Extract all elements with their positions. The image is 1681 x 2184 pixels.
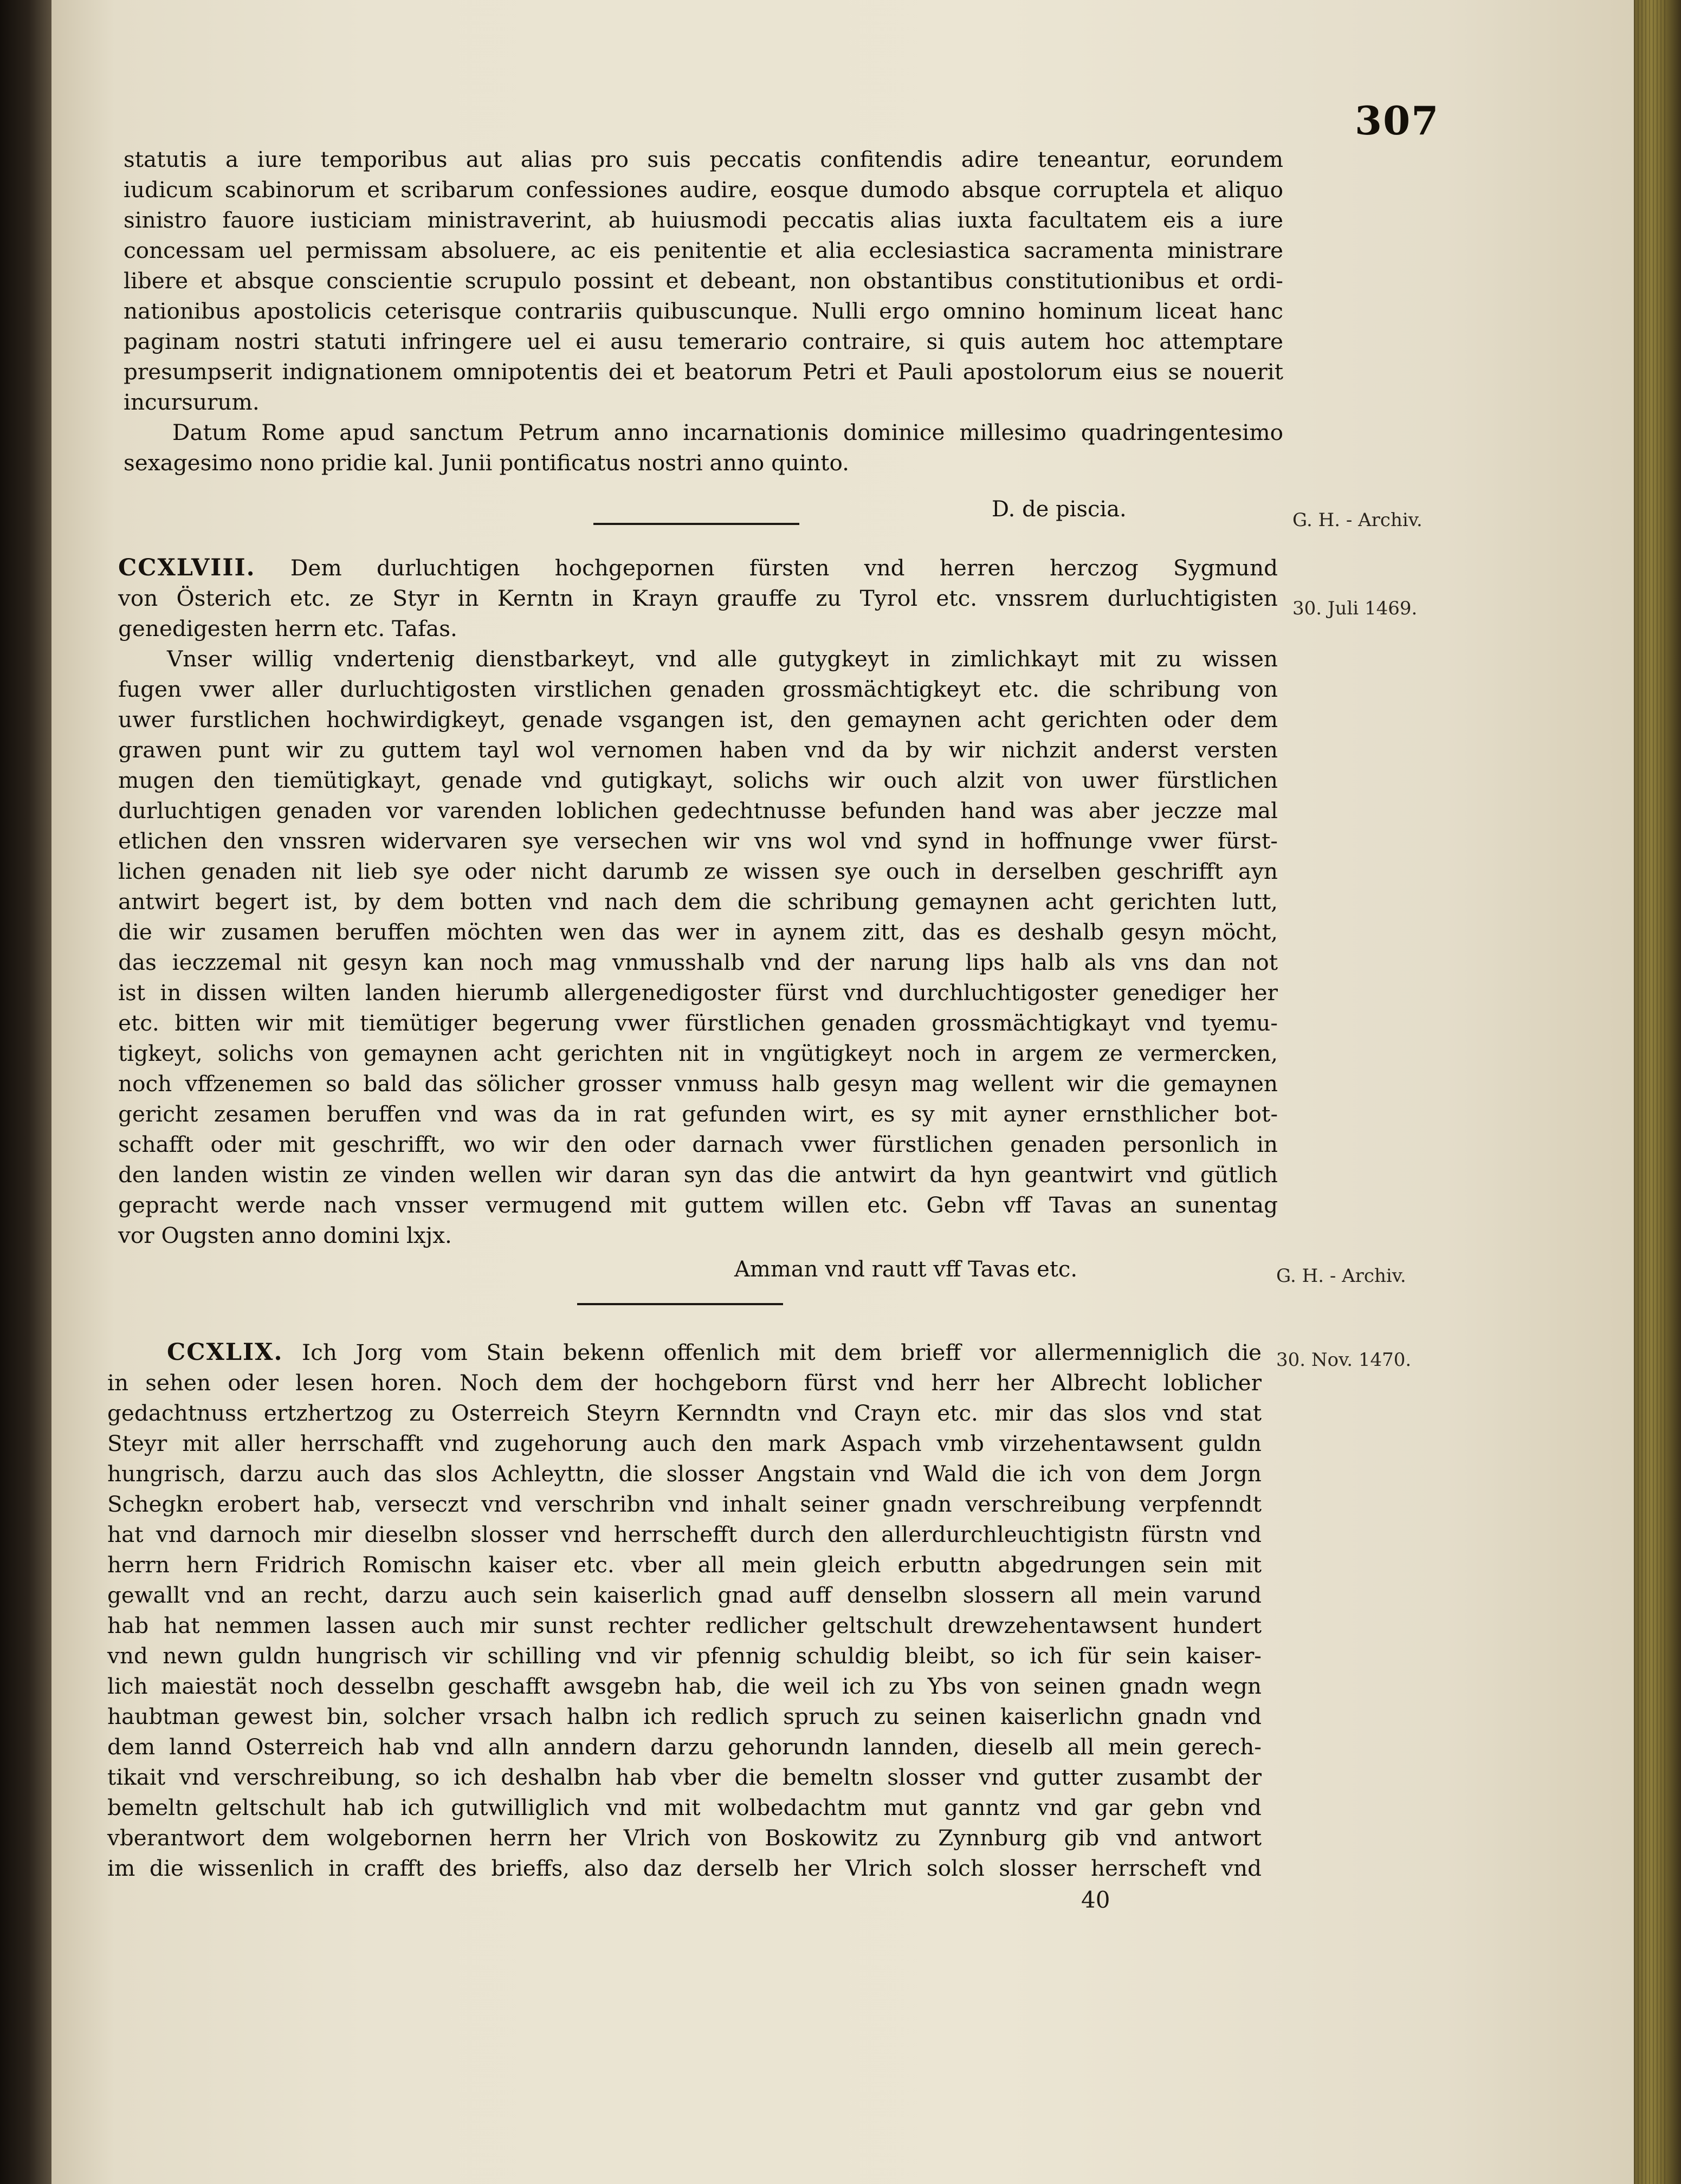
- text-line: Vnser willig vndertenig dienstbarkeyt, vnd alle gutygkeyt in zimlichkayt mit zu wissen: [167, 646, 1278, 672]
- text-line: gepracht werde nach vnsser vermugend mit guttem willen etc. Gebn vff Tavas an sunentag: [118, 1192, 1278, 1218]
- text-line: etc. bitten wir mit tiemütiger begerung vwer fürstlichen genaden grossmächtigkayt vnd tyemu-: [118, 1010, 1278, 1036]
- doc-heading-line: [118, 553, 1278, 583]
- text-line: concessam uel permissam absoluere, ac eis penitentie et alia ecclesiastica sacramenta ministrare: [124, 237, 1283, 263]
- text-line: durluchtigen genaden vor varenden loblichen gedechtnusse befunden hand was aber jeczze mal: [118, 798, 1278, 824]
- text-line: lich maiestät noch desselbn geschafft awsgebn hab, die weil ich zu Ybs von seinen gnadn wegn: [107, 1673, 1262, 1699]
- doc-number: CCXLVIII.: [118, 554, 256, 581]
- text-line: tigkeyt, solichs von gemaynen acht gerichten nit in vngütigkeyt noch in argem ze vermercken,: [118, 1040, 1278, 1066]
- text-line: mugen den tiemütigkayt, genade vnd gutigkayt, solichs wir ouch alzit von uwer fürstlichen: [118, 767, 1278, 793]
- text-line: grawen punt wir zu guttem tayl wol vernomen haben vnd da by wir nichzit anderst versten: [118, 737, 1278, 763]
- margin-source-note: G. H. - Archiv.: [1292, 509, 1423, 531]
- text-line: haubtman gewest bin, solcher vrsach halbn ich redlich spruch zu seinen kaiserlichn gnadn vnd: [107, 1703, 1262, 1729]
- text-line: hungrisch, darzu auch das slos Achleyttn, die slosser Angstain vnd Wald die ich von dem Jorgn: [107, 1461, 1262, 1487]
- text-line: noch vffzenemen so bald das sölicher grosser vnmuss halb gesyn mag wellent wir die gemaynen: [118, 1071, 1278, 1097]
- text-line: schafft oder mit geschrifft, wo wir den oder darnach vwer fürstlichen genaden personlich in: [118, 1131, 1278, 1157]
- text-line: von Österich etc. ze Styr in Kerntn in Krayn grauffe zu Tyrol etc. vnssrem durluchtigisten: [118, 585, 1278, 611]
- text-line: herrn hern Fridrich Romischn kaiser etc. vber all mein gleich erbuttn abgedrungen sein mit: [107, 1552, 1262, 1578]
- text-line: in sehen oder lesen horen. Noch dem der hochgeborn fürst vnd herr her Albrecht loblicher: [107, 1370, 1262, 1396]
- latin-signature: D. de piscia.: [992, 497, 1127, 522]
- doc-heading-line: [107, 1337, 1262, 1368]
- text-line: sinistro fauore iusticiam ministraverint, ab huiusmodi peccatis alias iuxta facultatem eis a iure: [124, 207, 1283, 233]
- doc-heading-text: Dem durluchtigen hochgepornen fürsten vnd herren herczog Sygmund: [290, 555, 1278, 581]
- text-line: fugen vwer aller durluchtigosten virstlichen genaden grossmächtigkeyt etc. die schribung von: [118, 676, 1278, 702]
- doc-date: 30. Nov. 1470.: [1276, 1349, 1412, 1371]
- text-line: libere et absque conscientie scrupulo possint et debeant, non obstantibus constitutionibus et ordi-: [124, 268, 1283, 294]
- text-line: hab hat nemmen lassen auch mir sunst rechter redlicher geltschult drewzehentawsent hundert: [107, 1612, 1262, 1638]
- text-line: nationibus apostolicis ceterisque contrariis quibuscunque. Nulli ergo omnino hominum liceat hanc: [124, 298, 1283, 324]
- text-line: vberantwort dem wolgebornen herrn her Vlrich von Boskowitz zu Zynnburg gib vnd antwort: [107, 1825, 1262, 1851]
- text-line: hat vnd darnoch mir dieselbn slosser vnd herrschefft durch den allerdurchleuchtigistn fürstn vnd: [107, 1521, 1262, 1547]
- text-line: etlichen den vnssren widervaren sye versechen wir vns wol vnd synd in hoffnunge vwer fürst-: [118, 828, 1278, 854]
- doc-heading-text: Ich Jorg vom Stain bekenn offenlich mit dem brieff vor allermenniglich die: [302, 1339, 1262, 1365]
- text-line: vor Ougsten anno domini lxjx.: [118, 1222, 452, 1248]
- text-line: incursurum.: [124, 389, 260, 415]
- text-line: gewallt vnd an recht, darzu auch sein kaiserlich gnad auff denselbn slossern all mein varund: [107, 1582, 1262, 1608]
- latin-text-block: [124, 144, 1283, 478]
- text-line: sexagesimo nono pridie kal. Junii pontificatus nostri anno quinto.: [124, 450, 849, 476]
- text-line: den landen wistin ze vinden wellen wir daran syn das die antwirt da hyn geantwirt vnd gütlich: [118, 1162, 1278, 1188]
- text-line: im die wissenlich in crafft des brieffs, also daz derselb her Vlrich solch slosser herrscheft vnd: [107, 1855, 1262, 1881]
- doc-248: [118, 553, 1278, 1250]
- text-line: antwirt begert ist, by dem botten vnd nach dem die schribung gemaynen acht gerichten lutt,: [118, 889, 1278, 915]
- doc-249: [107, 1337, 1262, 1883]
- text-line: tikait vnd verschreibung, so ich deshalbn hab vber die bemeltn slosser vnd gutter zusambt der: [107, 1764, 1262, 1790]
- text-line: gedachtnuss ertzhertzog zu Osterreich Steyrn Kernndtn vnd Crayn etc. mir das slos vnd stat: [107, 1400, 1262, 1426]
- page-edge-lines: [1634, 0, 1666, 2184]
- text-line: genedigesten herrn etc. Tafas.: [118, 615, 457, 641]
- margin-source-note: G. H. - Archiv.: [1276, 1265, 1406, 1287]
- text-line: gericht zesamen beruffen vnd was da in rat gefunden wirt, es sy mit ayner ernsthlicher bot-: [118, 1101, 1278, 1127]
- text-line: das ieczzemal nit gesyn kan noch mag vnmusshalb vnd der narung lips halb als vns dan not: [118, 949, 1278, 975]
- text-line: iudicum scabinorum et scribarum confessiones audire, eosque dumodo absque corruptela et aliquo: [124, 177, 1283, 203]
- signature-mark: 40: [1081, 1887, 1110, 1913]
- text-line: lichen genaden nit lieb sye oder nicht darumb ze wissen sye ouch in derselben geschrifft ayn: [118, 858, 1278, 884]
- doc-number: CCXLIX.: [167, 1339, 283, 1366]
- text-line: Datum Rome apud sanctum Petrum anno incarnationis dominice millesimo quadringentesimo: [172, 419, 1283, 445]
- text-line: statutis a iure temporibus aut alias pro suis peccatis confitendis adire teneantur, eorundem: [124, 146, 1283, 172]
- page-number: 307: [1355, 98, 1440, 144]
- text-line: dem lannd Osterreich hab vnd alln anndern darzu gehorundn lannden, dieselb all mein gerech-: [107, 1734, 1262, 1760]
- text-line: die wir zusamen beruffen möchten wen das wer in aynem zitt, das es deshalb gesyn möcht,: [118, 919, 1278, 945]
- text-line: Schegkn erobert hab, verseczt vnd verschribn vnd inhalt seiner gnadn verschreibung verpfenndt: [107, 1491, 1262, 1517]
- text-line: paginam nostri statuti infringere uel ei ausu temerario contraire, si quis autem hoc attemptare: [124, 328, 1283, 354]
- doc-date: 30. Juli 1469.: [1292, 598, 1418, 619]
- text-line: bemeltn geltschult hab ich gutwilliglich vnd mit wolbedachtm mut ganntz vnd gar gebn vnd: [107, 1794, 1262, 1820]
- text-line: Steyr mit aller herrschafft vnd zugehorung auch den mark Aspach vmb virzehentawsent guldn: [107, 1430, 1262, 1456]
- text-line: vnd newn guldn hungrisch vir schilling vnd vir pfennig schuldig bleibt, so ich für sein kaiser-: [107, 1643, 1262, 1669]
- doc-signature: Amman vnd rautt vff Tavas etc.: [734, 1257, 1078, 1282]
- section-divider: [593, 523, 799, 525]
- section-divider: [577, 1303, 783, 1305]
- text-line: uwer furstlichen hochwirdigkeyt, genade vsgangen ist, den gemaynen acht gerichten oder dem: [118, 707, 1278, 733]
- text-line: presumpserit indignationem omnipotentis dei et beatorum Petri et Pauli apostolorum eius se nouerit: [124, 359, 1283, 385]
- text-line: ist in dissen wilten landen hierumb allergenedigoster fürst vnd durchluchtigoster genediger her: [118, 980, 1278, 1006]
